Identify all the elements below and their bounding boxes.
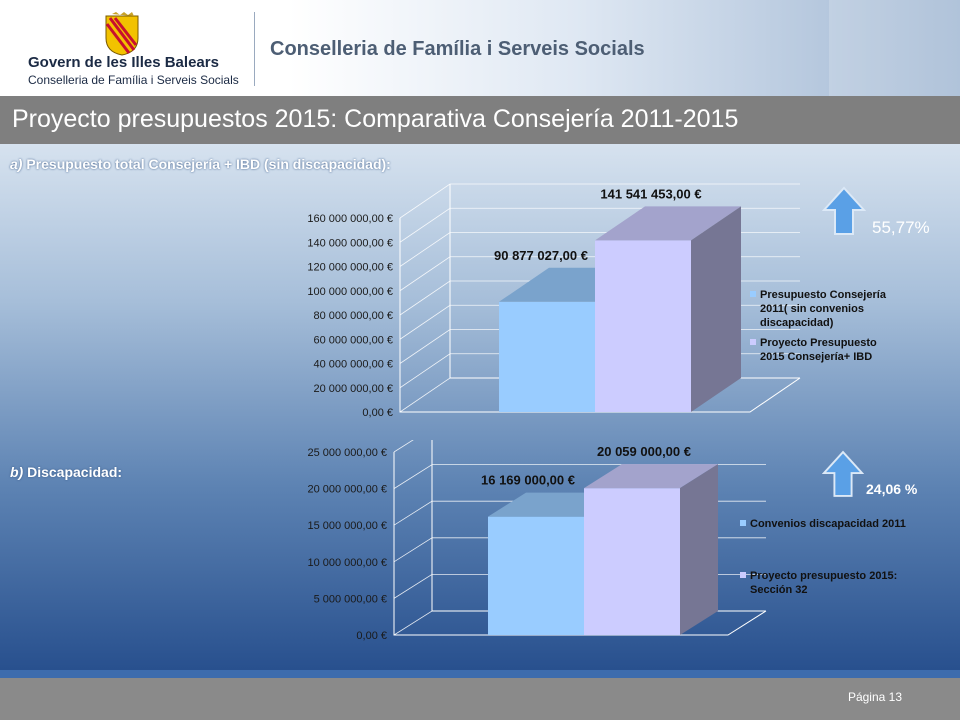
footer-accent-bar <box>0 670 960 678</box>
government-name: Govern de les Illes Balears <box>28 54 219 71</box>
footer <box>0 670 960 720</box>
legend-label: 2015 Consejería+ IBD <box>760 351 873 363</box>
legend-swatch <box>740 572 746 578</box>
section-a-text: Presupuesto total Consejería + IBD (sin discapacidad): <box>22 156 391 172</box>
growth-percent-b: 24,06 % <box>866 481 918 497</box>
y-tick-label: 20 000 000,00 € <box>307 483 387 496</box>
data-label: 20 059 000,00 € <box>597 444 691 460</box>
y-tick-label: 15 000 000,00 € <box>307 520 387 533</box>
section-a-prefix: a) <box>10 156 23 172</box>
crest-icon <box>104 12 140 56</box>
bar-front <box>584 488 680 635</box>
page-title: Proyecto presupuestos 2015: Comparativa Consejería 2011-2015 <box>12 105 739 133</box>
bar-side <box>680 464 718 635</box>
department-subtitle: Conselleria de Família i Serveis Socials <box>28 73 239 87</box>
bar-front <box>595 240 691 412</box>
y-tick-label: 140 000 000,00 € <box>307 237 393 250</box>
data-label: 90 877 027,00 € <box>494 247 588 263</box>
data-label: 141 541 453,00 € <box>600 186 702 202</box>
legend-label: Presupuesto Consejería <box>760 289 886 301</box>
legend-swatch <box>740 520 746 526</box>
title-bar <box>0 96 960 144</box>
chart-total-budget <box>0 150 960 440</box>
section-b-prefix: b) <box>10 464 24 480</box>
up-arrow-icon <box>822 186 866 236</box>
y-tick-label: 40 000 000,00 € <box>313 358 393 371</box>
chart-disability <box>0 440 960 655</box>
legend-swatch <box>750 291 756 297</box>
legend-label: Proyecto Presupuesto <box>760 337 877 349</box>
bar-front <box>499 302 595 412</box>
y-tick-label: 60 000 000,00 € <box>313 334 393 347</box>
data-label: 16 169 000,00 € <box>481 472 575 488</box>
y-tick-label: 20 000 000,00 € <box>313 382 393 395</box>
legend-label: Proyecto presupuesto 2015: <box>750 570 898 582</box>
y-tick-label: 0,00 € <box>362 407 393 419</box>
section-b-text: Discapacidad: <box>23 464 123 480</box>
crest-watermark-icon <box>812 0 960 96</box>
y-tick-label: 0,00 € <box>356 630 387 642</box>
growth-percent-a: 55,77% <box>872 218 930 237</box>
y-tick-label: 120 000 000,00 € <box>307 261 393 274</box>
header <box>0 0 960 96</box>
y-tick-label: 100 000 000,00 € <box>307 285 393 298</box>
legend-label: 2011( sin convenios <box>760 303 864 315</box>
y-tick-label: 5 000 000,00 € <box>313 593 387 606</box>
y-tick-label: 10 000 000,00 € <box>307 556 387 569</box>
gridline <box>394 440 766 452</box>
y-tick-label: 80 000 000,00 € <box>313 310 393 322</box>
header-divider <box>254 12 255 86</box>
legend-label: Convenios discapacidad 2011 <box>750 518 906 530</box>
legend-swatch <box>750 339 756 345</box>
page-number: Página 13 <box>847 690 902 704</box>
department-title: Conselleria de Família i Serveis Socials <box>270 38 645 60</box>
legend-label: discapacidad) <box>760 317 834 329</box>
y-tick-label: 25 000 000,00 € <box>307 447 387 459</box>
y-tick-label: 160 000 000,00 € <box>307 213 393 225</box>
legend-label: Sección 32 <box>750 584 808 596</box>
up-arrow-icon <box>822 450 864 498</box>
bar-side <box>691 206 741 412</box>
bar-front <box>488 517 584 635</box>
